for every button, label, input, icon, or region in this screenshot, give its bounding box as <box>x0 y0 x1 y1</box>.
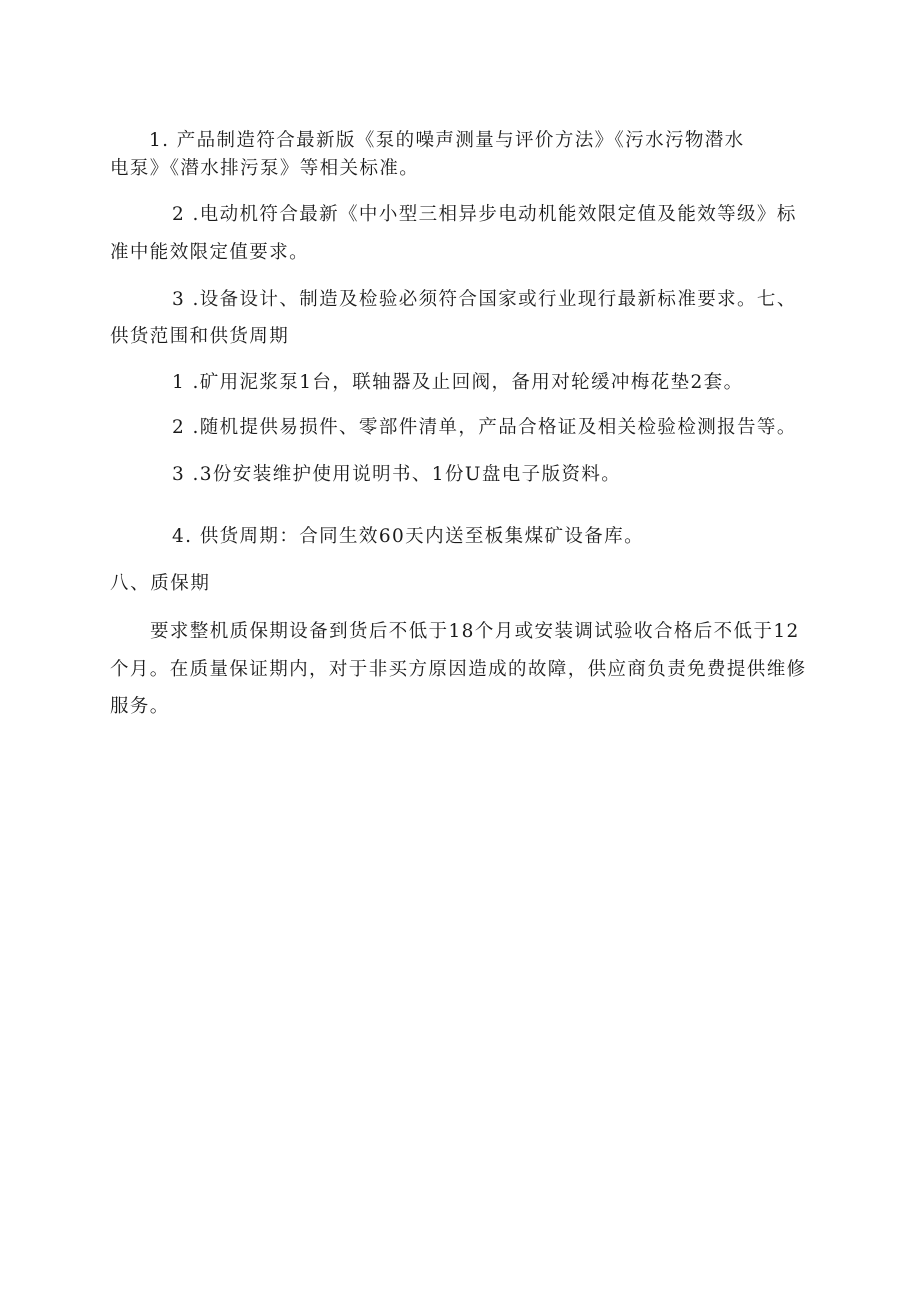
warranty-line-1: 要求整机质保期设备到货后不低于18个月或安装调试验收合格后不低于12 <box>150 621 800 642</box>
item-3-line-2: 供货范围和供货周期 <box>110 326 290 347</box>
section-8-heading: 八、质保期 <box>110 573 211 594</box>
item-2-line-1: 2 .电动机符合最新《中小型三相异步电动机能效限定值及能效等级》标 <box>172 204 797 225</box>
supply-item-1: 1 .矿用泥浆泵1台，联轴器及止回阀，备用对轮缓冲梅花垫2套。 <box>172 372 744 393</box>
item-1-line-2: 电泵》《潜水排污泵》等相关标准。 <box>110 158 420 179</box>
warranty-line-2: 个月。在质量保证期内，对于非买方原因造成的故障，供应商负责免费提供维修 <box>110 659 807 680</box>
item-3-line-1: 3 .设备设计、制造及检验必须符合国家或行业现行最新标准要求。七、 <box>172 289 797 310</box>
supply-item-3: 3 .3份安装维护使用说明书、1份U盘电子版资料。 <box>172 464 622 485</box>
warranty-line-3: 服务。 <box>110 696 170 717</box>
supply-item-4: 4. 供货周期：合同生效60天内送至板集煤矿设备库。 <box>172 526 644 547</box>
item-2-line-2: 准中能效限定值要求。 <box>110 242 310 263</box>
supply-item-2: 2 .随机提供易损件、零部件清单，产品合格证及相关检验检测报告等。 <box>172 417 797 438</box>
item-1-line-1: 1. 产品制造符合最新版《泵的噪声测量与评价方法》《污水污物潜水 <box>149 130 745 151</box>
